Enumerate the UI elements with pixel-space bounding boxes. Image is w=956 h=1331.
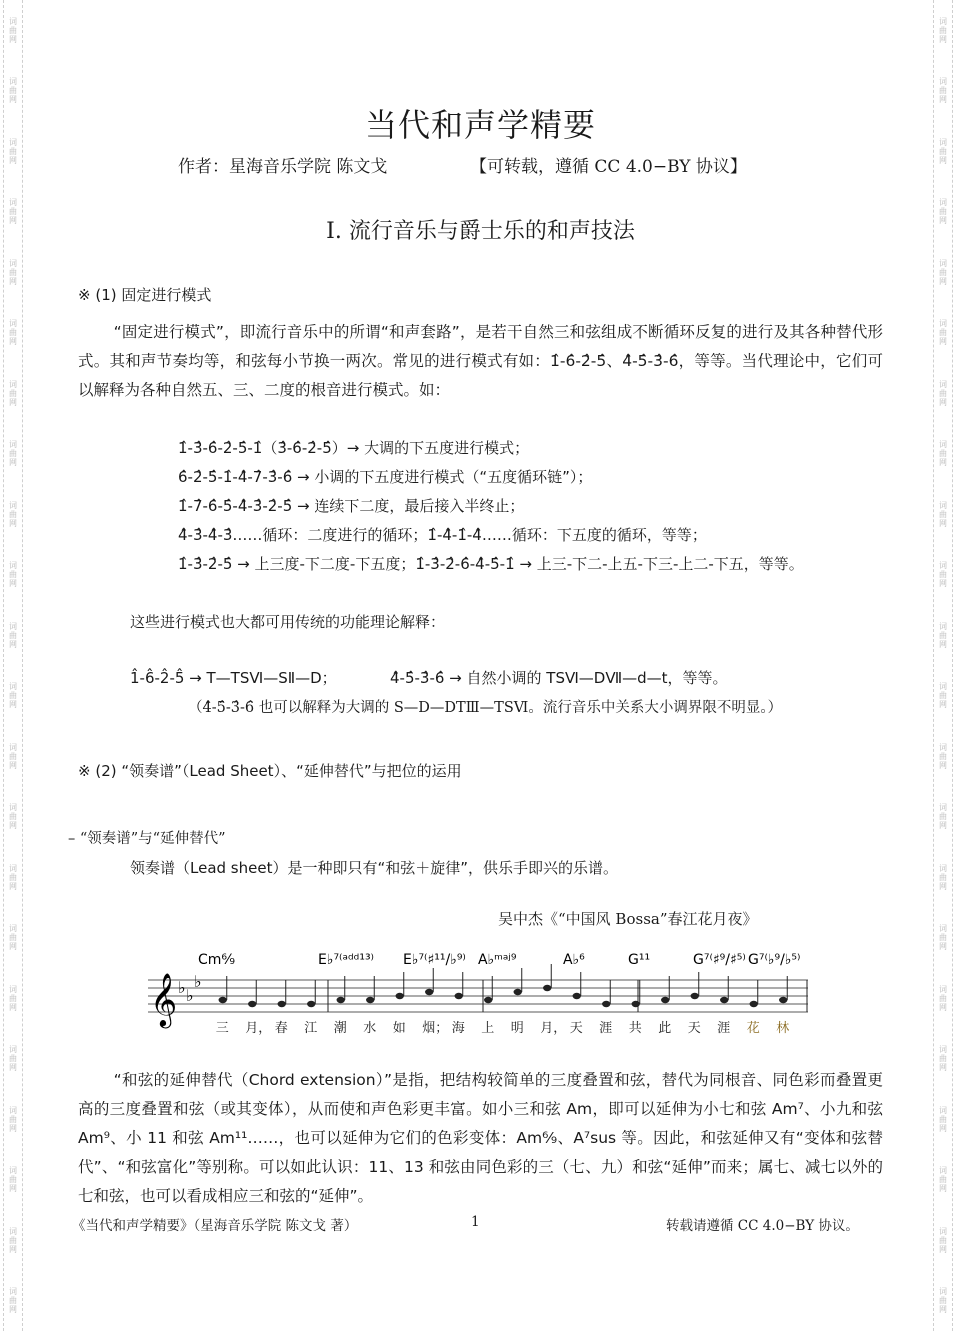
watermark-block: 词 曲 网 bbox=[939, 258, 947, 286]
lyric-syllable: 月， bbox=[245, 1021, 272, 1036]
dash-heading: – “领奏谱”与“延伸替代” bbox=[68, 831, 226, 847]
intro-paragraph: “固定进行模式”，即流行音乐中的所谓“和声套路”，是若干自然三和弦组成不断循环反复的进行及其各种替代形式。其和声节奏均等，和弦每小节换一两次。常见的进行模式有如：1̂-6̂-2̂-5̂、4̂-5̂-3̂-6̂，等等。当代理论中，它们可以解释为各种自然五、三、二度的根音进行模式。如： bbox=[78, 323, 883, 399]
example-caption: 吴中杰《“中国风 Bossa”春江花月夜》 bbox=[498, 910, 758, 928]
note-head bbox=[632, 1001, 640, 1007]
watermark-block: 词 曲 网 bbox=[9, 561, 17, 589]
watermark-block: 词 曲 网 bbox=[939, 682, 947, 710]
watermark-block: 词 曲 网 bbox=[939, 1166, 947, 1194]
watermark-block: 词 曲 网 bbox=[9, 1105, 17, 1133]
watermark-block: 词 曲 网 bbox=[9, 803, 17, 831]
watermark-block: 词 曲 网 bbox=[9, 742, 17, 770]
watermark-block: 词 曲 网 bbox=[939, 742, 947, 770]
lyric-syllable: 天 bbox=[569, 1021, 583, 1036]
lyric-syllable: 春 bbox=[274, 1021, 288, 1036]
chord-symbol: G¹¹ bbox=[628, 952, 651, 968]
watermark-block: 词 曲 网 bbox=[939, 1045, 947, 1073]
note-head bbox=[366, 997, 374, 1003]
watermark-block: 词 曲 网 bbox=[939, 137, 947, 165]
watermark-block: 词 曲 网 bbox=[939, 198, 947, 226]
watermark-block: 词 曲 网 bbox=[939, 1287, 947, 1315]
lyric-syllable: 花 bbox=[746, 1021, 760, 1036]
watermark-block: 词 曲 网 bbox=[9, 16, 17, 44]
note-head bbox=[484, 997, 492, 1003]
lyric-syllable: 月， bbox=[540, 1021, 567, 1036]
footer-page-number: 1 bbox=[471, 1214, 480, 1230]
lyric-syllable: 海 bbox=[451, 1021, 465, 1036]
note-head bbox=[720, 997, 728, 1003]
note-head bbox=[337, 997, 345, 1003]
lyrics bbox=[216, 1020, 790, 1036]
watermark-block: 词 曲 网 bbox=[939, 319, 947, 347]
note-head bbox=[455, 993, 463, 999]
chord-symbol: E♭⁷⁽♯¹¹/♭⁹⁾ bbox=[403, 952, 466, 968]
flat-key-sig-3: ♭ bbox=[194, 972, 202, 991]
flat-key-sig-2: ♭ bbox=[186, 986, 194, 1005]
chord-symbol: E♭⁷⁽ᵃᵈᵈ¹³⁾ bbox=[318, 952, 374, 968]
lyric-syllable: 三 bbox=[215, 1021, 229, 1036]
watermark-block: 词 曲 网 bbox=[939, 924, 947, 952]
note-head bbox=[691, 993, 699, 999]
watermark-block: 词 曲 网 bbox=[9, 258, 17, 286]
lyric-syllable: 林 bbox=[776, 1021, 790, 1036]
example-line-4: 4̂-3̂-4̂-3̂……循环：二度进行的循环；1̂-4̂-1̂-4̂……循环：下五度的循环，等等； bbox=[178, 526, 707, 544]
footer-right: 转载请遵循 CC 4.0−BY 协议。 bbox=[666, 1218, 859, 1234]
watermark-block: 词 曲 网 bbox=[939, 803, 947, 831]
lyric-syllable: 潮 bbox=[333, 1021, 347, 1036]
watermark-block: 词 曲 网 bbox=[9, 379, 17, 407]
example-line-1: 1̂-3̂-6̂-2̂-5̂-1̂（3̂-6̂-2̂-5̂）→ 大调的下五度进行模式； bbox=[178, 439, 530, 457]
note-head bbox=[425, 989, 433, 995]
lyric-syllable: 水 bbox=[363, 1021, 377, 1036]
lyric-syllable: 明 bbox=[510, 1021, 524, 1036]
note-head bbox=[307, 1001, 315, 1007]
document-title: 当代和声学精要 bbox=[364, 106, 596, 144]
chord-symbol: Cm⁶⁄₉ bbox=[198, 952, 235, 968]
subsection-heading-2: ※ (2) “领奏谱”（Lead Sheet）、“延伸替代”与把位的运用 bbox=[78, 762, 462, 780]
lyric-syllable: 如 bbox=[392, 1021, 406, 1036]
note-head bbox=[543, 985, 551, 991]
functional-example-1: 1̂-6̂-2̂-5̂ → T—TSⅥ—SⅡ—D； bbox=[130, 669, 337, 687]
note-head bbox=[661, 997, 669, 1003]
watermark-block: 词 曲 网 bbox=[939, 863, 947, 891]
note-head bbox=[573, 993, 581, 999]
extension-paragraph: “和弦的延伸替代（Chord extension）”是指，把结构较简单的三度叠置和弦，替代为同根音、同色彩而叠置更高的三度叠置和弦（或其变体），从而使和声色彩更丰富。如小三和弦 Am，即可以延伸为小七和弦 Am⁷、小九和弦 Am⁹、小 11 和弦 Am¹¹……，也可以延伸为它们的色彩变体：Am⁶⁄₉、A⁷sus 等。因此，和弦延伸又有“变体和弦替代”、“和弦富化”等别称。可以如此认识：11、13 和弦由同色彩的三（七、九）和弦“延伸”而来；属七、减七以外的七和弦，也可以看成相应三和弦的“延伸”。 bbox=[78, 1071, 883, 1205]
lyric-syllable: 此 bbox=[658, 1021, 672, 1036]
note-head bbox=[602, 1001, 610, 1007]
author-line: 作者：星海音乐学院 陈文戈 bbox=[178, 157, 388, 177]
notes bbox=[219, 964, 788, 1007]
note-head bbox=[750, 1001, 758, 1007]
watermark-block: 词 曲 网 bbox=[9, 77, 17, 105]
chord-symbol: A♭⁶ bbox=[563, 952, 585, 968]
lyric-syllable: 共 bbox=[628, 1021, 642, 1036]
chord-symbol: A♭ᵐᵃʲ⁹ bbox=[478, 952, 517, 968]
section-title: I. 流行音乐与爵士乐的和声技法 bbox=[326, 219, 635, 244]
watermark-block: 词 曲 网 bbox=[9, 500, 17, 528]
watermark-block: 词 曲 网 bbox=[9, 198, 17, 226]
example-line-5: 1̂-3̂-2̂-5̂ → 上三度-下二度-下五度；1̂-3̂-2̂-6̂-4̂-5̂-1̂ → 上三-下二-上五-下三-上二-下五，等等。 bbox=[178, 555, 804, 573]
functional-example-2: 4̂-5̂-3̂-6̂ → 自然小调的 TSⅥ—DⅦ—d—t，等等。 bbox=[390, 669, 728, 687]
watermark-block: 词 曲 网 bbox=[9, 924, 17, 952]
functional-note: （4̂-5̂-3̂-6̂ 也可以解释为大调的 S—D—DTⅢ—TSⅥ。流行音乐中关系大小调界限不明显。） bbox=[188, 700, 783, 716]
watermark-block: 词 曲 网 bbox=[9, 1287, 17, 1315]
watermark-block: 词 曲 网 bbox=[9, 319, 17, 347]
watermark-block: 词 曲 网 bbox=[9, 863, 17, 891]
chord-symbols bbox=[198, 952, 801, 968]
watermark-block: 词 曲 网 bbox=[939, 984, 947, 1012]
flat-key-sig-1: ♭ bbox=[178, 978, 186, 997]
note-head bbox=[248, 1001, 256, 1007]
right-watermark-strip bbox=[933, 0, 953, 1331]
watermark-block: 词 曲 网 bbox=[9, 1166, 17, 1194]
watermark-block: 词 曲 网 bbox=[9, 440, 17, 468]
note-head bbox=[396, 993, 404, 999]
note-head bbox=[514, 989, 522, 995]
example-line-3: 1̂-7̂-6̂-5̂-4̂-3̂-2̂-5̂ → 连续下二度，最后接入半终止； bbox=[178, 497, 525, 515]
watermark-block: 词 曲 网 bbox=[9, 1045, 17, 1073]
lead-sheet-score bbox=[148, 940, 808, 1040]
lyric-syllable: 上 bbox=[481, 1021, 495, 1036]
license-line: 【可转载，遵循 CC 4.0−BY 协议】 bbox=[470, 157, 747, 177]
chord-symbol: G⁷⁽♯⁹/♯⁵⁾ bbox=[693, 952, 746, 968]
watermark-block: 词 曲 网 bbox=[939, 77, 947, 105]
watermark-block: 词 曲 网 bbox=[9, 137, 17, 165]
footer-left: 《当代和声学精要》（星海音乐学院 陈文戈 著） bbox=[72, 1218, 358, 1234]
lead-sheet-definition: 领奏谱（Lead sheet）是一种即只有“和弦＋旋律”，供乐手即兴的乐谱。 bbox=[130, 859, 619, 877]
watermark-block: 词 曲 网 bbox=[939, 561, 947, 589]
watermark-block: 词 曲 网 bbox=[939, 1105, 947, 1133]
watermark-block: 词 曲 网 bbox=[9, 1226, 17, 1254]
left-watermark-strip bbox=[3, 0, 23, 1331]
functional-intro: 这些进行模式也大都可用传统的功能理论解释： bbox=[130, 613, 446, 631]
lyric-syllable: 烟； bbox=[422, 1021, 449, 1036]
lyric-syllable: 涯 bbox=[717, 1021, 731, 1036]
note-head bbox=[219, 997, 227, 1003]
watermark-block: 词 曲 网 bbox=[9, 984, 17, 1012]
watermark-block: 词 曲 网 bbox=[9, 621, 17, 649]
watermark-block: 词 曲 网 bbox=[939, 1226, 947, 1254]
note-head bbox=[779, 997, 787, 1003]
lyric-syllable: 天 bbox=[687, 1021, 701, 1036]
watermark-block: 词 曲 网 bbox=[939, 500, 947, 528]
staff-lines bbox=[148, 980, 808, 1012]
watermark-block: 词 曲 网 bbox=[939, 440, 947, 468]
subsection-heading-1: ※ (1) 固定进行模式 bbox=[78, 286, 212, 304]
watermark-block: 词 曲 网 bbox=[939, 621, 947, 649]
watermark-block: 词 曲 网 bbox=[9, 682, 17, 710]
chord-symbol: G⁷⁽♭⁹/♭⁵⁾ bbox=[748, 952, 801, 968]
note-head bbox=[278, 1001, 286, 1007]
example-line-2: 6̂-2̂-5̂-1̂-4̂-7̂-3̂-6̂ → 小调的下五度进行模式（“五度循环链”）； bbox=[178, 468, 593, 486]
lyric-syllable: 江 bbox=[304, 1021, 318, 1036]
lyric-syllable: 涯 bbox=[599, 1021, 613, 1036]
watermark-block: 词 曲 网 bbox=[939, 379, 947, 407]
treble-clef-icon: 𝄞 bbox=[150, 972, 178, 1026]
watermark-block: 词 曲 网 bbox=[939, 16, 947, 44]
